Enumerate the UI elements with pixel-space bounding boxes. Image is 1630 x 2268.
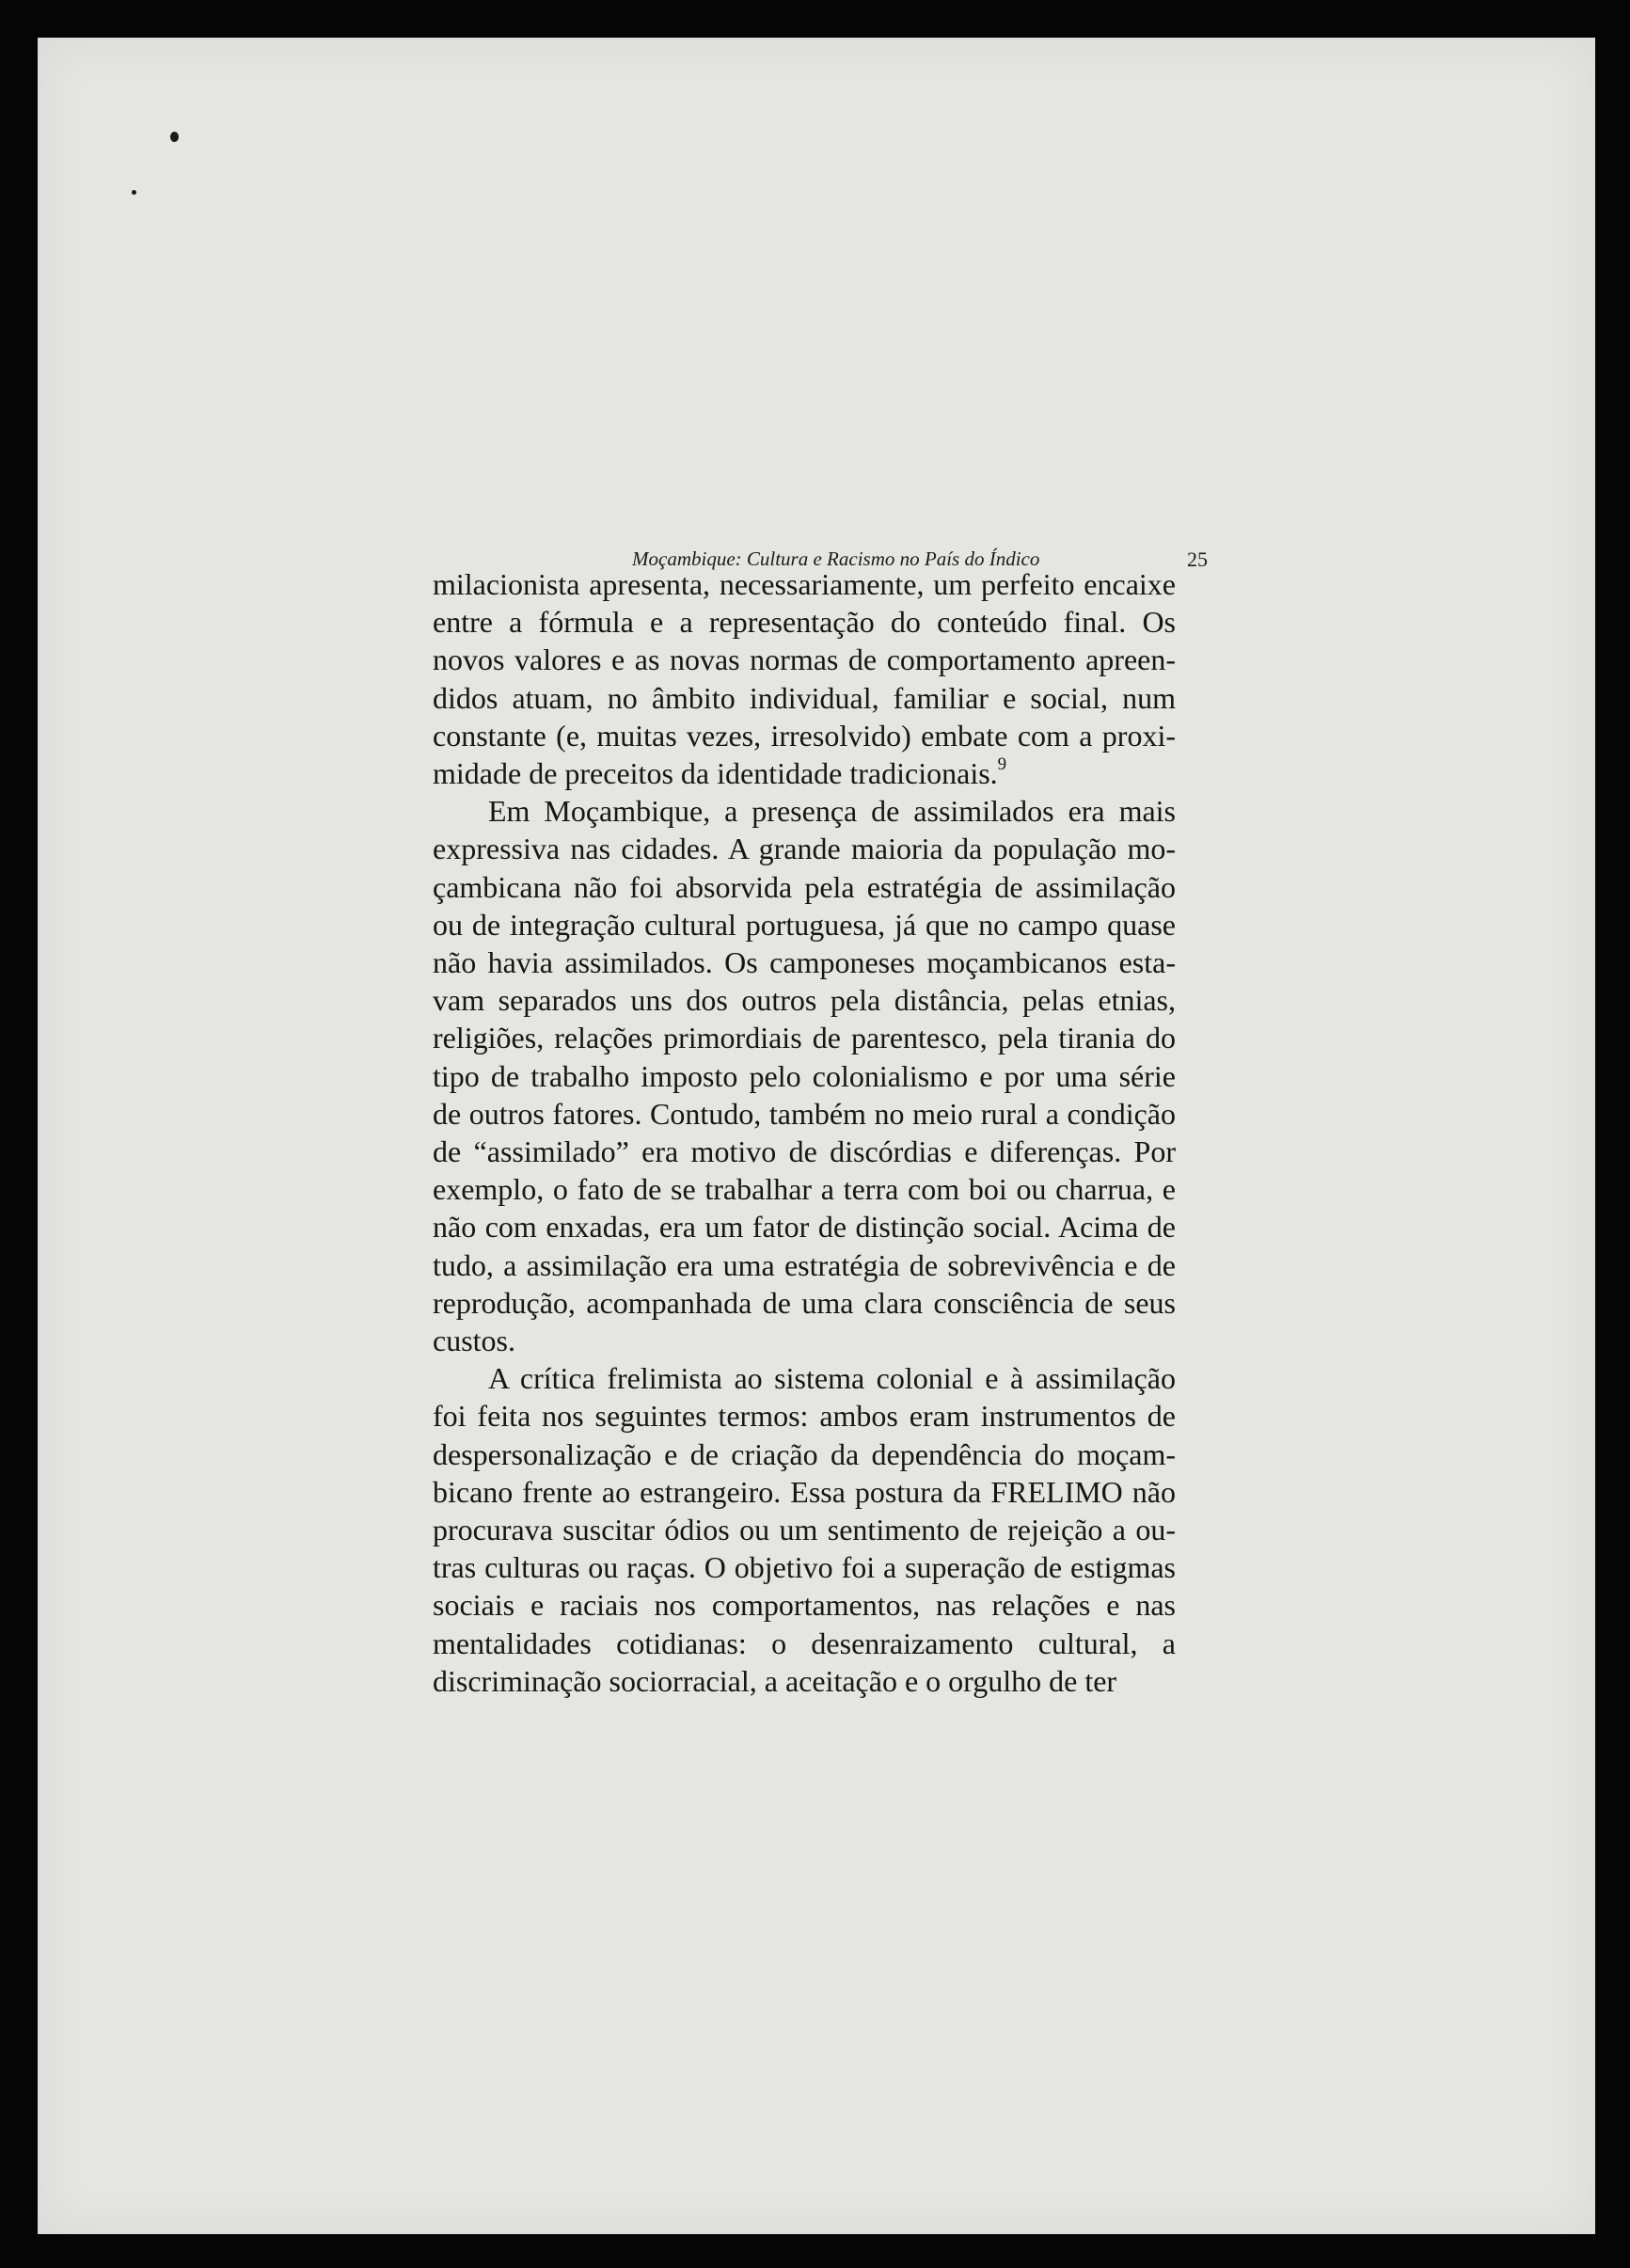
paragraph-1 xyxy=(433,565,1176,792)
scan-speck xyxy=(170,132,179,142)
body-text xyxy=(433,565,1176,1700)
running-title: Moçambique: Cultura e Racismo no País do Índico xyxy=(632,547,1040,570)
footnote-reference: 9 xyxy=(997,754,1007,775)
paragraph-3: A crítica frelimista ao sistema colonial e à assimilação foi feita nos seguintes termos: ambos eram instrumentos de despersonalização e de criação da dependência do moçambicano frente ao estrangeiro. Essa postura da FRELIMO não procurava suscitar ódios ou um sentimento de rejeição a outras culturas ou raças. O objetivo foi a superação de estigmas sociais e raciais nos comportamentos, nas relações e nas mentalidades cotidianas: o desenraizamento cultural, a discriminação sociorracial, a aceitação e o orgulho de ter xyxy=(433,1361,1176,1698)
scan-speck xyxy=(132,190,136,195)
paragraph-2: Em Moçambique, a presença de assimilados era mais expressiva nas cidades. A grande maioria da população moçambicana não foi absorvida pela estratégia de assimilação ou de integração cultural portuguesa, já que no campo quase não havia assimilados. Os camponeses moçambicanos estavam separados uns dos outros pela distância, pelas etnias, religiões, relações primordiais de parentesco, pela tirania do tipo de trabalho imposto pelo colonialismo e por uma série de outros fatores. Contudo, também no meio rural a condição de “assimilado” era motivo de discórdias e diferenças. Por exemplo, o fato de se trabalhar a terra com boi ou charrua, e não com enxadas, era um fator de distinção social. Acima de tudo, a assimilação era uma estratégia de sobrevivência e de reprodução, acompanhada de uma clara consciência de seus custos. xyxy=(433,794,1176,1358)
paragraph-text: milacionista apresenta, necessariamente, um perfeito encaixe entre a fórmula e a representação do conteúdo final. Os novos valores e as novas normas de comportamento apreendidos atuam, no âmbito individual, familiar e social, num constante (e, muitas vezes, irresolvido) embate com a proximidade de preceitos da identidade tradicionais. xyxy=(433,567,1176,791)
page-number: 25 xyxy=(1187,547,1208,571)
